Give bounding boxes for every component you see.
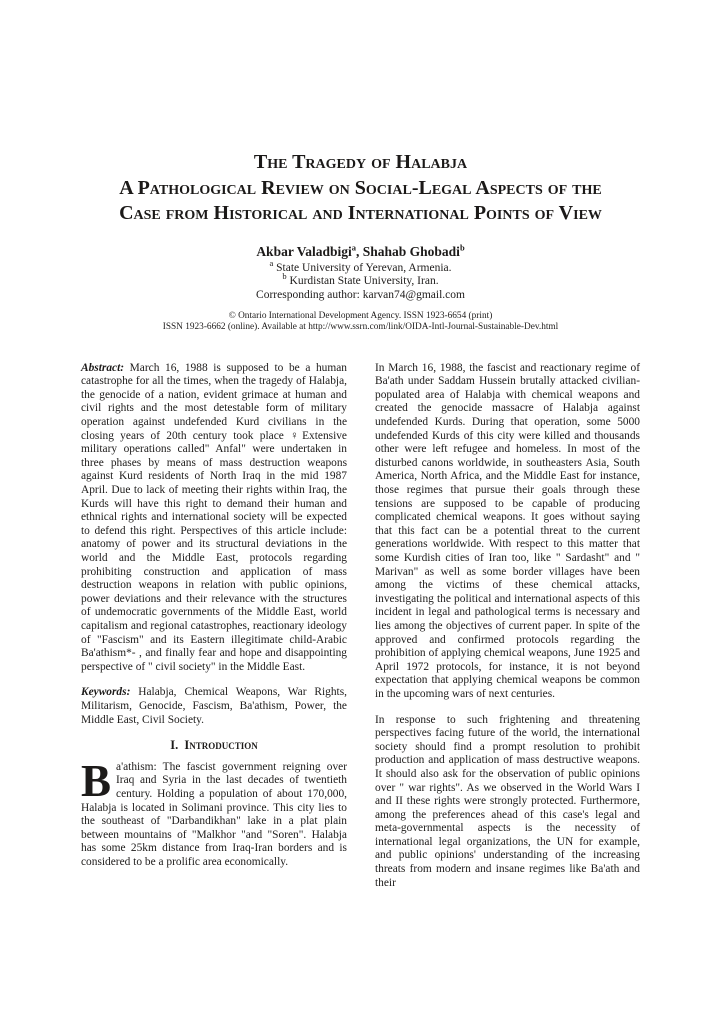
abstract-paragraph: [81, 362, 347, 675]
introduction-paragraph: [81, 755, 347, 870]
affiliation-a: [81, 257, 640, 276]
two-column-body: [81, 362, 640, 903]
affiliations-block: [81, 257, 640, 303]
page-content: [81, 0, 640, 902]
title-line-3: Case from Historical and International Points of View: [119, 202, 602, 224]
authors-line: [81, 243, 640, 260]
paper-title: [81, 150, 640, 227]
affiliation-a-text: State University of Yerevan, Armenia.: [273, 261, 452, 274]
abstract-label: Abstract:: [81, 361, 125, 374]
corresponding-author: Corresponding author: karvan74@gmail.com: [256, 289, 465, 302]
author-1-affiliation-mark: a: [351, 242, 356, 252]
author-1-name: Akbar Valadbigi: [256, 243, 352, 259]
column-right: [375, 362, 640, 903]
copyright-line-2: ISSN 1923-6662 (online). Available at http://www.ssrn.com/link/OIDA-Intl-Journal-Sustainable-Dev.html: [162, 322, 559, 333]
keywords-text: Halabja, Chemical Weapons, War Rights, Militarism, Genocide, Fascism, Ba'athism, Power, the Middle East, Civil Society.: [81, 686, 347, 726]
dropcap-letter: B: [81, 755, 112, 806]
affiliation-b: [81, 271, 640, 289]
title-line-1: The Tragedy of Halabja: [253, 151, 468, 173]
title-line-2: A Pathological Review on Social-Legal Aspects of the: [119, 176, 602, 199]
author-2-name: Shahab Ghobadi: [362, 243, 460, 259]
affiliation-b-mark: b: [282, 271, 287, 282]
keywords-label: Keywords:: [81, 686, 131, 699]
keywords-paragraph: [81, 686, 347, 727]
section-heading-introduction: I. Introduction: [170, 738, 258, 753]
affiliation-a-mark: a: [269, 257, 274, 268]
body-paragraph-1: In March 16, 1988, the fascist and reactionary regime of Ba'ath under Saddam Hussein brutally attacked civilian-populated area of Halabja with chemical weapons and created the genocide massacre of Halabja against undefended Kurds. During that operation, some 5000 undefended Kurds of this city were killed and thousands other were left refugee and homeless. In most of the disturbed canons worldwide, in southeasters Asia, South America, North Africa, and the Middle East for instance, those regimes that pursue their goals through these tensions are supposed to be capable of producing complicated chemical weapons. It goes without saying that this fact can be a potential threat to the current generations worldwide. With respect to this matter that some Kurdish cities of Iran too, like " Sardasht" and " Marivan" as well as some border villages have been among the victims of these chemical attacks, investigating the political and international aspects of this incident in legal and pathological terms is necessary and lies among the objectives of current paper. In spite of the approved and confirmed protocols regarding the prohibition of applying chemical weapons, June 1925 and April 1972 protocols, for instance, it is not beyond expectation that applying chemical weapons be common in the upcoming wars of next centuries.: [375, 361, 640, 700]
body-paragraph-2: In response to such frightening and threatening perspectives facing future of the world, the international society should find a prompt resolution to prohibit production and application of mass destructive weapons. It should also ask for the observation of public opinions over " war rights". As we observed in the World Wars I and II these rights were strongly protected. Furthermore, among the preferences ahead of this case's legal and meta-governmental aspects is the necessity of international legal organizations, the UN for example, and public opinions' understanding of the increasing threats from modern and insane regimes like Ba'ath and their: [375, 713, 640, 889]
copyright-block: [81, 311, 640, 334]
author-2-affiliation-mark: b: [459, 242, 465, 252]
introduction-text: a'athism: The fascist government reigning over Iraq and Syria in the last decades of twentieth century. Holding a population of about 170,000, Halabja is located in Solimani province. This city lies to the southeast of "Darbandikhan" lake in a plat plain between mountains of "Malkhor "and "Soren". Halabja has some 25km distance from Iraq-Iran borders and is considered to be a prolific area economically.: [81, 760, 347, 868]
copyright-line-1: © Ontario International Development Agency. ISSN 1923-6654 (print): [228, 310, 493, 321]
affiliation-b-text: Kurdistan State University, Iran.: [286, 275, 439, 288]
abstract-text: March 16, 1988 is supposed to be a human catastrophe for all the times, when the tragedy of Halabja, the genocide of a nation, evident grimace at human and civil rights and the most detestable form of military operation against undefended Kurd civilians in the closing years of 20th century took place ♀Extensive military operations called" Anfal" were undertaken in three phases by means of mass destruction weapons against Kurd residents of North Iraq in the mid 1987 April. Due to lack of meeting their rights within Iraq, the Kurds will have this right to demand their human and ethnical rights and international society will be expected to defend this right. Perspectives of this article include: anatomy of power and its structural deviations in the world and the Middle East, protocols regarding prohibiting construction and application of mass destruction weapons in relation with public opinions, power deviations and their relevance with the structures of undemocratic governments of the Middle East, world capitalism and regional catastrophes, reactionary ideology of "Fascism" and its Eastern illegitimate child-Arabic Ba'athism*- , and finally fear and hope and disappointing perspective of " civil society" in the Middle East.: [81, 361, 347, 673]
column-left: [81, 362, 347, 903]
author-separator: ,: [356, 243, 363, 259]
